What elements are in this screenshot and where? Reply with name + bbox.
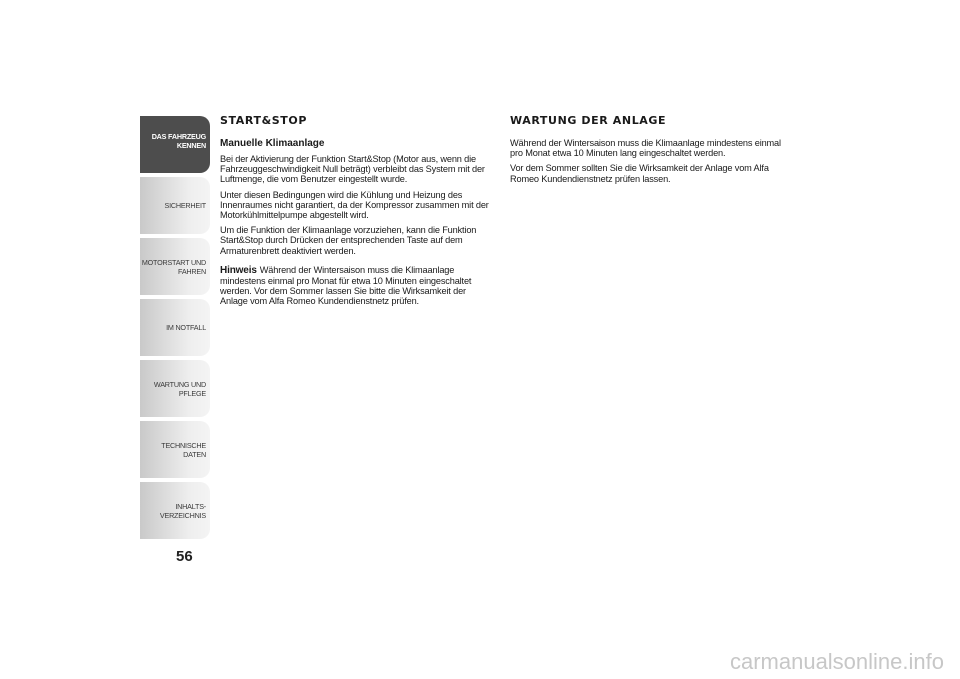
tab-inhaltsverzeichnis[interactable] (140, 482, 210, 539)
page-number: 56 (176, 548, 193, 565)
paragraph: Unter diesen Bedingungen wird die Kühlung und Heizung des Innenraumes nicht garantiert, da der Kompressor zusammen mit der Motorkühlmittelpumpe abgestellt wird. (220, 189, 489, 221)
right-column (510, 114, 782, 189)
tab-label-line: MOTORSTART UND (141, 257, 206, 267)
note-label: Hinweis (220, 264, 257, 276)
watermark: carmanualsonline.info (729, 649, 944, 674)
paragraph: Um die Funktion der Klimaanlage vorzuziehen, kann die Funktion Start&Stop durch Drücken der entsprechenden Taste auf dem Armaturenbrett deaktiviert werden. (220, 225, 477, 256)
paragraph: Vor dem Sommer sollten Sie die Wirksamkeit der Anlage vom Alfa Romeo Kundendienstnetz prüfen lassen. (510, 163, 769, 184)
tab-label-line: FAHREN (178, 266, 206, 276)
note-text: Während der Wintersaison muss die Klimaanlage mindestens einmal pro Monat für etwa 10 Minuten eingeschaltet werden. Vor dem Sommer lassen Sie bitte die Wirksamkeit der Anlage vom Alfa Romeo Kundendienstnetz prüfen. (220, 264, 472, 307)
left-column (220, 114, 492, 312)
tab-label-line: VERZEICHNIS (159, 510, 206, 520)
section-heading-start-stop: START&STOP (220, 114, 307, 127)
tab-wartung-und-pflege[interactable] (140, 360, 210, 417)
tab-technische-daten[interactable] (140, 421, 210, 478)
tab-label-line: SICHERHEIT (164, 201, 206, 210)
subheading-manuelle-klimaanlage: Manuelle Klimaanlage (220, 138, 325, 149)
chapter-sidebar (140, 116, 210, 543)
paragraph: Bei der Aktivierung der Funktion Start&Stop (Motor aus, wenn die Fahrzeuggeschwindigkeit Null beträgt) verbleibt das System mit der Luftmenge, die vom Benutzer eingestellt wurde. (220, 154, 485, 185)
paragraph: Während der Wintersaison muss die Klimaanlage mindestens einmal pro Monat etwa 10 Minuten lang eingeschaltet werden. (510, 138, 781, 159)
section-heading-wartung-der-anlage: WARTUNG DER ANLAGE (510, 114, 667, 127)
tab-label-line: INHALTS- (175, 501, 206, 511)
tab-motorstart-und-fahren[interactable] (140, 238, 210, 295)
tab-im-notfall[interactable] (140, 299, 210, 356)
tab-label-line: PFLEGE (178, 388, 206, 398)
tab-label-line: DAS FAHRZEUG (151, 132, 206, 141)
tab-label-line: IM NOTFALL (166, 323, 206, 332)
tab-label-line: TECHNISCHE DATEN (161, 440, 206, 459)
tab-das-fahrzeug-kennen[interactable] (140, 116, 210, 173)
tab-label-line: KENNEN (176, 141, 206, 150)
note-paragraph (220, 265, 492, 307)
tab-sicherheit[interactable] (140, 177, 210, 234)
tab-label-line: WARTUNG UND (153, 379, 206, 389)
